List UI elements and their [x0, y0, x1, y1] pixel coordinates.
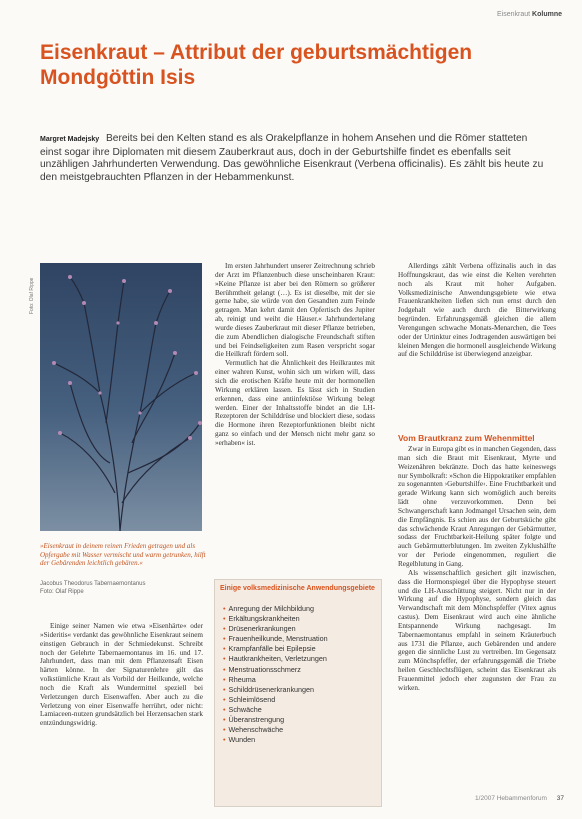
- column-2: [215, 262, 375, 448]
- list-item: • Wunden: [223, 735, 328, 745]
- list-item: • Anregung der Milchbildung: [223, 604, 328, 614]
- paragraph: Einige seiner Namen wie etwa »Eisenhärte« oder »Sideritis« verdankt das gewöhnliche Eisenkraut seinem einstigen Gebrauch in der Schmiedekunst. Schreibt noch der Gelehrte Tabernaemontanus im 16. und 17. Jahrhundert, dass man mit dem Pflanzensaft Eisen härten könne. In der Signaturenlehre gilt das volkstümliche Kraut als Vorbild der Heilkunde, welche noch die Kraft als Wundermittel speziell bei Verletzungen durch Eisenwaffen. Aber auch zu die Verletzung von einer Eisenwaffe herrührt, oder nicht: Lamiaceen-nutzen grundsätzlich bei Herzensachen stark entzündungswidrig.: [40, 622, 203, 728]
- list-item: • Schleimlösend: [223, 695, 328, 705]
- list-item: • Frauenheilkunde, Menstruation: [223, 634, 328, 644]
- list-item: • Drüsenerkrankungen: [223, 624, 328, 634]
- list-item: • Krampfanfälle bei Epilepsie: [223, 644, 328, 654]
- lead-text: Bereits bei den Kelten stand es als Orakelpflanze in hohem Ansehen und die Römer statteten einst sogar ihre Diplomaten mit diesem Zauberkraut aus, doch in der Geburtshilfe findet es ebenfalls seit unzähligen Jahrhunderten Verwendung. Das gewöhnliche Eisenkraut (Verbena officinalis). Es zählt bis heute zu den meistgebrauchten Pflanzen in der Hebammenkunst.: [40, 133, 544, 183]
- info-box-title: Einige volksmedizinische Anwendungsgebiete: [220, 585, 375, 592]
- paragraph: Vermutlich hat die Ähnlichkeit des Heilkrautes mit einer wahren Kunst, wohin sich um wirken will, dass sich die erotischen Kräfte heute mit der hormonellen Wirkung erklären lassen. Es lässt sich in Studien erkennen, dass eine antiinfektiöse Wirkung belegt werden. Einer der Inhaltsstoffe bindet an die LH-Rezeptoren der Schilddrüse und blockiert diese, sodass die Hormone ihren Rezeptorfunktionen bleibt nicht ganz so einfach und der Mensch nicht mehr ganz so »erhaben« ist.: [215, 359, 375, 447]
- column-1: [40, 622, 203, 728]
- paragraph: Als wissenschaftlich gesichert gilt inzwischen, dass die Hormonspiegel über die Hypophyse steuert und die LH-Ausschüttung steigert. Nicht nur in der Wirkung auf die Hypophyse, sondern gleich das Verwandtschaft mit dem Mönchspfeffer (Vitex agnus castus). Dem Eisenkraut wird auch eine ähnliche Entspannende Wirkung nachgesagt. Im Tabernaemontanus empfahl in seinem Kräuterbuch aus 1731 die Pflanze, auch Gebärenden und andere gegen die sinnliche Lust zu vertreiben. Im Gegensatz zum Mönchspfeffer, der erfahrungsgemäß die Triebe heilen Geschlechtsflügen, scheint das Eisenkraut als Frauenmittel jedoch eher zugunsten der Frau zu wirken.: [398, 568, 556, 692]
- list-item: • Hautkrankheiten, Verletzungen: [223, 654, 328, 664]
- page-footer: [475, 795, 564, 802]
- info-box-list: [223, 604, 328, 745]
- verbena-photo: [40, 263, 202, 531]
- rubric-name: Kolumne: [532, 11, 562, 18]
- page-number: 37: [556, 795, 564, 802]
- paragraph: Allerdings zählt Verbena offizinalis auch in das Hoffnungskraut, das wie einst die Kelten verehrten noch als Kraut mit hoher Aufgaben. Volksmedizinische Anwendungsgebiete wie etwa Frauenkrankheiten ließen sich nun ernst durch den Jodgehalt wie auch durch die Bitterwirkung begründen. Erfahrungsgemäß gleichen die allem Verengungen schwache Monats-Menarchen, die Tees oder der Urtinktur eines Jodtragenden auswärtigen bei kleinen Mengen die hormonell ausgleichende Wirkung auf die Schilddrüse ist überwiegend anzeigbar.: [398, 262, 556, 359]
- section-name: Eisenkraut: [497, 11, 531, 18]
- subheading: Vom Brautkranz zum Wehenmittel: [398, 433, 535, 443]
- quote-source: [40, 580, 206, 596]
- issue-label: 1/2007 Hebammenforum: [475, 795, 547, 802]
- section-tag: [497, 11, 562, 18]
- list-item: • Wehenschwäche: [223, 725, 328, 735]
- article-title: Eisenkraut – Attribut der geburtsmächtigen Mondgöttin Isis: [40, 41, 473, 89]
- info-box: [214, 579, 382, 807]
- paragraph: Im ersten Jahrhundert unserer Zeitrechnung schrieb der Arzt im Pflanzenbuch diese unscheinbaren Kraut: »Keine Pflanze ist aber bei den Römern so größerer Berühmtheit gelangt (…). Es ist dieselbe, mit der sie gerne habe, sie würde von den Gesandten zum Feinde getragen. Man kehrt damit den Opfertisch des Jupiter ab, reinigt und weiht die Häuser.« Jahrhundertelang wurde dieses Zauberkraut mit dieser Pflanze betrieben, die zum Abendlichen dialogische Freundschaft stiften und bei Feindseligkeiten zum Rasen verspricht sogar die Heilkraft fördern soll.: [215, 262, 375, 359]
- author-name: Margret Madejsky: [40, 136, 100, 143]
- list-item: • Menstruationsschmerz: [223, 665, 328, 675]
- quote-author: Jacobus Theodorus Tabernaemontanus: [40, 581, 146, 587]
- column-3-bottom: [398, 445, 556, 693]
- list-item: • Schwäche: [223, 705, 328, 715]
- list-item: • Schilddrüsenerkrankungen: [223, 685, 328, 695]
- column-3-top: [398, 262, 556, 359]
- paragraph: Zwar in Europa gibt es in manchen Gegenden, dass man sich die Braut mit Eisenkraut, Myrte und Weizenähren bekränzte. Doch das hatte keineswegs nur Symbolkraft: »Schon die Hippokratiker empfahlen zu sogenannten ›Geburtshilfe‹. Eine Fruchtbarkeit und gerade Wirkung kann sich womöglich auch bereits lädt ohne verzuvorkommen. Denn bei Schwangerschaft kann Jodmangel Ursachen sein, dem die Empfängnis. Es schien aus der Geburtsküche gibt das schwächende Kraut Anregungen der Gebärmutter, sodass der Fruchtbarkeit-Heilung später folgte und auch Gebärmutterblutungen. Im zweiten Zyklushälfte vor der Periode eingenommen, reguliert die Regelblutung in Gang.: [398, 445, 556, 568]
- verbena-plant-image: [40, 263, 202, 531]
- quote-photo-credit: Foto: Olaf Rippe: [40, 589, 84, 595]
- pull-quote: »Eisenkraut in deinem reinen Frieden getragen und als Opfergabe mit Wasser vermischt und warm getrunken, hilft der Gebärenden leichtlich gebären.«: [40, 542, 206, 568]
- list-item: • Rheuma: [223, 675, 328, 685]
- photo-credit: Foto: Olaf Rippe: [29, 277, 35, 314]
- list-item: • Erkältungskrankheiten: [223, 614, 328, 624]
- list-item: • Überanstrengung: [223, 715, 328, 725]
- lead-paragraph: [40, 133, 545, 184]
